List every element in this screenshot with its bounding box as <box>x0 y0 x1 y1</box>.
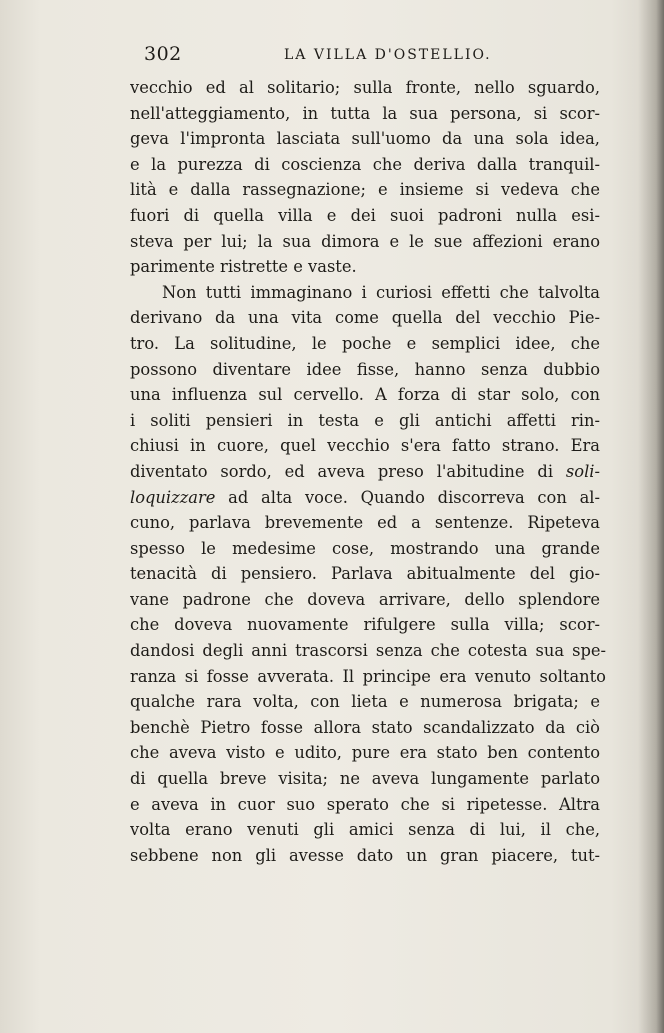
italic-word: soli- <box>565 461 600 481</box>
italic-word: loquizzare <box>130 487 216 507</box>
text-line: benchè Pietro fosse allora stato scandalizzato da ciò <box>130 717 600 737</box>
text-line: tro. La solitudine, le poche e semplici idee, che <box>130 333 600 353</box>
text-line <box>130 485 600 511</box>
text-line: Non tutti immaginano i curiosi effetti che talvolta <box>162 282 600 302</box>
body-text <box>130 75 606 868</box>
page-number: 302 <box>144 43 182 65</box>
text-line: vane padrone che doveva arrivare, dello splendore <box>130 589 600 609</box>
text-line: dandosi degli anni trascorsi senza che cotesta sua spe- <box>130 641 606 661</box>
text-fragment: ad alta voce. Quando discorreva con al- <box>228 487 600 507</box>
text-line: una influenza sul cervello. A forza di star solo, con <box>130 385 600 405</box>
text-line: steva per lui; la sua dimora e le sue affezioni erano <box>130 231 600 251</box>
running-head <box>144 43 614 69</box>
text-line: cuno, parlava brevemente ed a sentenze. Ripeteva <box>130 513 600 533</box>
text-line: vecchio ed al solitario; sulla fronte, nello sguardo, <box>130 78 600 97</box>
paragraph-1 <box>130 75 600 280</box>
text-line: nell'atteggiamento, in tutta la sua persona, si scor- <box>130 103 600 123</box>
text-line: di quella breve visita; ne aveva lungamente parlato <box>130 769 600 789</box>
text-line: spesso le medesime cose, mostrando una grande <box>130 538 600 558</box>
text-line: geva l'impronta lasciata sull'uomo da una sola idea, <box>130 129 600 149</box>
text-line: e aveva in cuor suo sperato che si ripetesse. Altra <box>130 794 600 814</box>
text-line: i soliti pensieri in testa e gli antichi affetti rin- <box>130 410 600 430</box>
text-line <box>130 459 600 485</box>
text-line: fuori di quella villa e dei suoi padroni nulla esi- <box>130 205 600 225</box>
running-title: LA VILLA D'OSTELLIO. <box>284 47 492 63</box>
text-line: sebbene non gli avesse dato un gran piacere, tut- <box>130 845 600 865</box>
text-line: e la purezza di coscienza che deriva dalla tranquil- <box>130 154 600 174</box>
text-line: possono diventare idee fisse, hanno senza dubbio <box>130 359 600 379</box>
text-line: qualche rara volta, con lieta e numerosa brigata; e <box>130 692 600 712</box>
page-edge-shadow <box>638 0 664 1033</box>
text-line: che doveva nuovamente rifulgere sulla villa; scor- <box>130 615 600 635</box>
text-line: ranza si fosse avverata. Il principe era venuto soltanto <box>130 666 606 686</box>
text-line: parimente ristrette e vaste. <box>130 257 357 277</box>
text-line: che aveva visto e udito, pure era stato ben contento <box>130 743 600 763</box>
text-line: volta erano venuti gli amici senza di lui, il che, <box>130 820 600 840</box>
text-line: lità e dalla rassegnazione; e insieme si vedeva che <box>130 180 600 200</box>
text-line: tenacità di pensiero. Parlava abitualmente del gio- <box>130 564 600 584</box>
text-line: chiusi in cuore, quel vecchio s'era fatto strano. Era <box>130 436 600 456</box>
text-line: derivano da una vita come quella del vecchio Pie- <box>130 308 600 328</box>
text-fragment: diventato sordo, ed aveva preso l'abitudine di <box>130 461 554 481</box>
paragraph-2 <box>130 280 606 869</box>
